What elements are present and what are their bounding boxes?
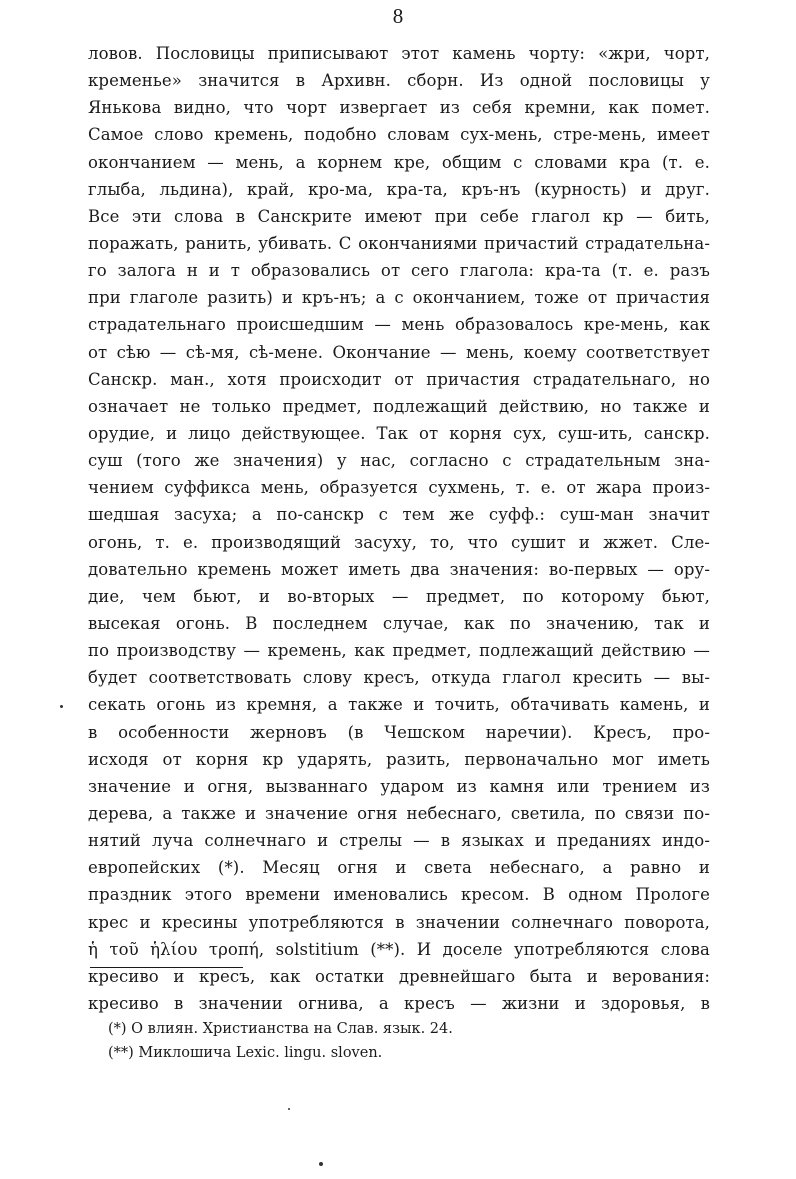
speck-mark [60,705,63,708]
text-line: орудие, и лицо действующее. Так от корня сух, суш-ить, санскр. [88,423,710,443]
text-line: дие, чем бьют, и во-вторых — предмет, по которому бьют, [88,586,710,606]
text-line: по производству — кремень, как предмет, подлежащий действию — [88,641,710,661]
text-line: будет соответствовать слову кресъ, откуда глагол кресить — вы- [88,668,710,688]
text-line: кременье» значится в Архивн. сборн. Из одной пословицы у [88,71,710,91]
text-line: суш (того же значения) у нас, согласно с страдательным зна- [88,451,710,471]
text-line: значение и огня, вызваннаго ударом из камня или трением из [88,776,710,796]
text-line: страдательнаго происшедшим — мень образовалось кре-мень, как [88,315,710,335]
text-line: от сѣю — сѣ-мя, сѣ-мене. Окончание — мень, коему соответствует [88,342,710,362]
text-line: го залога н и т образовались от сего глагола: кра-та (т. е. разъ [88,261,710,281]
body-text [88,40,710,1017]
speck-mark [288,1108,290,1110]
text-line: означает не только предмет, подлежащий действию, но также и [88,396,710,416]
text-line: ловов. Пословицы приписывают этот камень чорту: «жри, чорт, [88,44,710,63]
text-line: поражать, ранить, убивать. С окончаниями причастий страдательна- [88,233,710,253]
text-line: при глаголе разить) и кръ-нъ; а с окончанием, тоже от причастия [88,288,710,308]
footnote: (**) Миклошича Lexic. lingu. sloven. [108,1045,383,1061]
text-line: довательно кремень может иметь два значения: во-первых — ору- [88,559,710,579]
text-line: Санскр. ман., хотя происходит от причастия страдательнаго, но [88,369,710,389]
text-line: высекая огонь. В последнем случае, как по значению, так и [88,613,710,633]
text-line: исходя от корня кр ударять, разить, первоначально мог иметь [88,749,710,769]
text-line: шедшая засуха; а по-санскр с тем же суфф.: суш-ман значит [88,505,710,525]
speck-mark [319,1162,323,1166]
text-line: крес и кресины употребляются в значении солнечнаго поворота, [88,912,710,932]
text-line: нятий луча солнечнаго и стрелы — в языках и преданиях индо- [88,831,710,851]
page-number: 8 [392,4,404,28]
text-line: секать огонь из кремня, а также и точить, обтачивать камень, и [88,695,710,715]
text-line: Янькова видно, что чорт извергает из себя кремни, как помет. [88,98,710,118]
text-line: кресиво в значении огнива, а кресъ — жизни и здоровья, в [88,993,710,1013]
text-line: ἡ τοῦ ἡλίου τροπή, solstitium (**). И доселе употребляются слова [88,939,710,959]
text-line: дерева, а также и значение огня небеснаго, светила, по связи по- [88,803,710,823]
text-line: Самое слово кремень, подобно словам сух-мень, стре-мень, имеет [88,125,710,145]
text-line: кресиво и кресъ, как остатки древнейшаго быта и верования: [88,966,710,986]
text-line: Все эти слова в Санскрите имеют при себе глагол кр — бить, [88,206,710,226]
text-line: праздник этого времени именовались кресом. В одном Прологе [88,885,710,905]
text-line: в особенности жерновъ (в Чешском наречии). Кресъ, про- [88,722,710,742]
footnote-divider [90,967,243,968]
text-line: европейских (*). Месяц огня и света небеснаго, а равно и [88,858,710,878]
footnotes [108,1017,668,1065]
footnote: (*) О влиян. Христианства на Слав. язык. 24. [108,1021,453,1037]
text-line: огонь, т. е. производящий засуху, то, что сушит и жжет. Сле- [88,532,710,552]
text-line: окончанием — мень, а корнем кре, общим с словами кра (т. е. [88,152,710,172]
text-line: чением суффикса мень, образуется сухмень, т. е. от жара произ- [88,478,710,498]
text-line: глыба, льдина), край, кро-ма, кра-та, кръ-нъ (курность) и друг. [88,179,710,199]
